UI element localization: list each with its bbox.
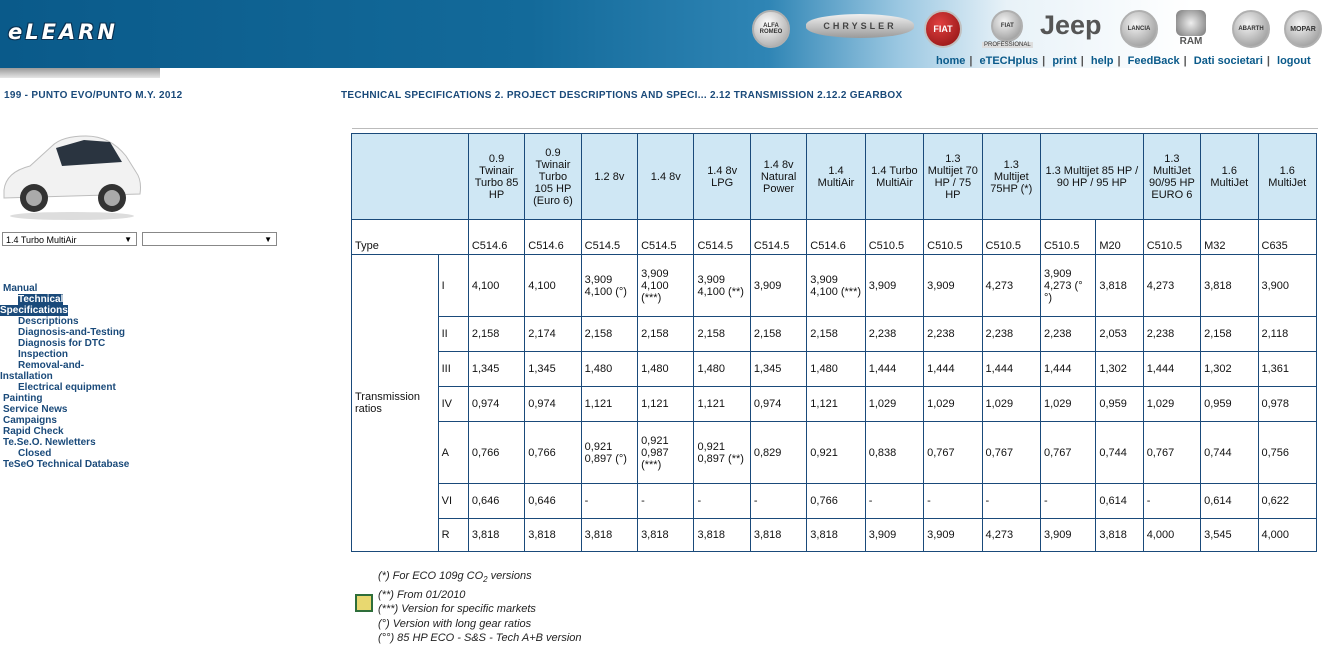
table-header-cell: 1.4 8v LPG	[694, 134, 750, 220]
mopar-logo[interactable]: MOPAR	[1284, 10, 1322, 48]
table-header-cell: 0.9 Twinair Turbo 85 HP	[468, 134, 524, 220]
table-cell: 0,974	[750, 387, 806, 422]
table-cell: 2,158	[581, 317, 637, 352]
menu-teseo-newsletters[interactable]: Te.Se.O. Newletters	[3, 437, 96, 448]
table-cell: C635	[1258, 220, 1317, 255]
table-cell: 2,158	[468, 317, 524, 352]
table-row	[352, 255, 1317, 317]
menu-diagnosis-testing[interactable]: Diagnosis-and-Testing	[18, 327, 126, 338]
table-cell: 0,756	[1258, 422, 1317, 484]
menu-campaigns[interactable]: Campaigns	[3, 415, 57, 426]
table-cell: 2,158	[807, 317, 865, 352]
gear-label: I	[438, 255, 468, 317]
chevron-down-icon: ▼	[264, 235, 272, 244]
table-cell: 0,614	[1201, 484, 1258, 519]
table-cell: 1,444	[982, 352, 1040, 387]
table-cell: 1,029	[1040, 387, 1095, 422]
table-cell: M20	[1096, 220, 1143, 255]
table-header-cell: 1.4 Turbo MultiAir	[865, 134, 923, 220]
table-cell: 1,029	[1143, 387, 1200, 422]
table-cell: 3,909 4,100 (***)	[807, 255, 865, 317]
table-cell: 0,921 0,987 (***)	[638, 422, 694, 484]
header	[0, 0, 1325, 68]
table-cell: 2,158	[694, 317, 750, 352]
menu-teseo-database[interactable]: TeSeO Technical Database	[3, 459, 130, 470]
alfa-romeo-logo[interactable]: ALFA ROMEO	[752, 10, 790, 48]
table-row	[352, 317, 1317, 352]
menu-rapid-check[interactable]: Rapid Check	[3, 426, 64, 437]
footnote: (**) From 01/2010	[378, 588, 466, 601]
table-cell: 3,909 4,100 (°)	[581, 255, 637, 317]
table-cell: 1,029	[924, 387, 982, 422]
table-cell: -	[865, 484, 923, 519]
table-cell: 3,818	[468, 519, 524, 552]
table-cell: 3,818	[638, 519, 694, 552]
table-cell: 2,238	[982, 317, 1040, 352]
table-cell: 0,622	[1258, 484, 1317, 519]
table-cell: -	[750, 484, 806, 519]
table-cell: 2,174	[525, 317, 581, 352]
table-row	[352, 519, 1317, 552]
table-cell: 0,614	[1096, 484, 1143, 519]
menu-painting[interactable]: Painting	[3, 393, 43, 404]
table-cell: C510.5	[1143, 220, 1200, 255]
table-cell: 1,444	[1040, 352, 1095, 387]
gear-ratio-table	[351, 133, 1317, 552]
note-icon	[355, 594, 373, 612]
table-cell: 0,829	[750, 422, 806, 484]
table-cell: 0,767	[1143, 422, 1200, 484]
lancia-logo[interactable]: LANCIA	[1120, 10, 1158, 48]
table-cell: 3,909	[1040, 519, 1095, 552]
table-cell: 2,238	[924, 317, 982, 352]
ram-head-icon	[1176, 10, 1206, 36]
table-cell: 4,000	[1143, 519, 1200, 552]
breadcrumb: TECHNICAL SPECIFICATIONS 2. PROJECT DESCRIPTIONS AND SPECI... 2.12 TRANSMISSION 2.12.2 GEARBOX	[341, 90, 903, 101]
table-cell: 1,444	[1143, 352, 1200, 387]
table-cell: 1,302	[1096, 352, 1143, 387]
table-cell: 2,158	[750, 317, 806, 352]
chrysler-logo[interactable]: CHRYSLER	[806, 14, 914, 38]
menu-technical-specifications[interactable]: Technical	[18, 294, 64, 305]
table-cell: 3,545	[1201, 519, 1258, 552]
table-cell: 0,974	[525, 387, 581, 422]
table-cell: 0,766	[807, 484, 865, 519]
gear-label: VI	[438, 484, 468, 519]
menu-technical-specifications-cont[interactable]: Specifications	[0, 305, 68, 316]
fiat-logo[interactable]: FIAT	[924, 10, 962, 48]
menu-removal-installation-cont[interactable]: Installation	[0, 371, 53, 382]
table-cell: -	[1143, 484, 1200, 519]
table-cell: -	[638, 484, 694, 519]
table-cell: C514.5	[638, 220, 694, 255]
table-cell: 4,000	[1258, 519, 1317, 552]
table-row	[352, 484, 1317, 519]
footnote: (*) For ECO 109g $CO_2$ versions	[378, 570, 532, 585]
table-cell: 1,029	[982, 387, 1040, 422]
table-cell: C514.5	[581, 220, 637, 255]
table-cell: 1,121	[581, 387, 637, 422]
table-cell: 0,838	[865, 422, 923, 484]
table-cell: 4,273	[982, 255, 1040, 317]
fiat-professional-logo[interactable]: FIAT PROFESSIONAL	[982, 10, 1033, 48]
table-cell: 2,238	[865, 317, 923, 352]
table-cell: 3,818	[750, 519, 806, 552]
model-title: 199 - PUNTO EVO/PUNTO M.Y. 2012	[4, 90, 183, 101]
gear-label: II	[438, 317, 468, 352]
table-cell: -	[694, 484, 750, 519]
table-cell: 2,118	[1258, 317, 1317, 352]
table-cell: 1,444	[924, 352, 982, 387]
table-cell: C514.6	[468, 220, 524, 255]
table-cell: M32	[1201, 220, 1258, 255]
table-cell: 3,818	[581, 519, 637, 552]
table-cell: 4,100	[468, 255, 524, 317]
menu-closed[interactable]: Closed	[18, 448, 52, 459]
table-cell: C514.6	[525, 220, 581, 255]
table-cell: 3,909	[924, 519, 982, 552]
menu-electrical-equipment[interactable]: Electrical equipment	[18, 382, 116, 393]
table-cell: 0,767	[1040, 422, 1095, 484]
table-cell: 1,480	[694, 352, 750, 387]
gear-label: IV	[438, 387, 468, 422]
table-cell: 4,100	[525, 255, 581, 317]
engine-select[interactable]: 1.4 Turbo MultiAir ▼	[2, 232, 137, 246]
table-cell: 0,959	[1201, 387, 1258, 422]
table-cell: -	[1040, 484, 1095, 519]
table-header-cell: 1.4 8v Natural Power	[750, 134, 806, 220]
top-nav: home | eTECHplus | print | help | FeedBack | Dati societari | logout	[932, 55, 1315, 67]
table-cell: C510.5	[924, 220, 982, 255]
table-cell: C510.5	[865, 220, 923, 255]
table-cell: 3,818	[1096, 255, 1143, 317]
table-cell: C514.5	[694, 220, 750, 255]
table-type-row	[352, 220, 1317, 255]
table-cell: 0,974	[468, 387, 524, 422]
footnotes	[378, 569, 582, 646]
nav-etechplus[interactable]: eTECHplus	[979, 55, 1039, 67]
table-cell: 0,744	[1096, 422, 1143, 484]
table-header-cell: 1.3 Multijet 70 HP / 75 HP	[924, 134, 982, 220]
type-label: Type	[352, 220, 469, 255]
footnote: (***) Version for specific markets	[378, 603, 536, 616]
sidebar-menu	[0, 283, 150, 470]
table-cell: 4,273	[1143, 255, 1200, 317]
menu-inspection[interactable]: Inspection	[18, 349, 69, 360]
menu-manual[interactable]: Manual	[3, 283, 38, 294]
table-cell: 0,766	[468, 422, 524, 484]
table-cell: 3,818	[694, 519, 750, 552]
menu-service-news[interactable]: Service News	[3, 404, 68, 415]
table-cell: 0,767	[982, 422, 1040, 484]
table-cell: 0,766	[525, 422, 581, 484]
ram-logo[interactable]: RAM	[1176, 10, 1206, 47]
nav-home[interactable]: home	[936, 55, 966, 67]
table-header-cell: 1.4 8v	[638, 134, 694, 220]
table-row	[352, 422, 1317, 484]
table-cell: C514.6	[807, 220, 865, 255]
table-header-cell: 1.6 MultiJet	[1258, 134, 1317, 220]
gear-label: R	[438, 519, 468, 552]
table-cell: 1,345	[525, 352, 581, 387]
table-cell: 2,238	[1040, 317, 1095, 352]
table-cell: 3,818	[525, 519, 581, 552]
app-logo[interactable]: eLEARN	[8, 20, 118, 44]
table-cell: 3,909	[865, 519, 923, 552]
table-cell: 3,909	[750, 255, 806, 317]
table-header-cell: 1.6 MultiJet	[1201, 134, 1258, 220]
table-cell: 2,053	[1096, 317, 1143, 352]
car-image	[0, 128, 142, 222]
table-cell: 0,978	[1258, 387, 1317, 422]
table-cell: 1,480	[638, 352, 694, 387]
table-cell: 2,158	[1201, 317, 1258, 352]
divider	[352, 128, 1318, 129]
table-cell: 3,818	[1096, 519, 1143, 552]
nav-print[interactable]: print	[1052, 55, 1077, 67]
table-cell: 1,121	[694, 387, 750, 422]
table-cell: 3,909	[924, 255, 982, 317]
table-cell: 0,959	[1096, 387, 1143, 422]
nav-help[interactable]: help	[1090, 55, 1114, 67]
table-cell: -	[924, 484, 982, 519]
gear-label: III	[438, 352, 468, 387]
table-header-cell: 0.9 Twinair Turbo 105 HP (Euro 6)	[525, 134, 581, 220]
gear-label: A	[438, 422, 468, 484]
table-cell: 1,480	[807, 352, 865, 387]
jeep-logo[interactable]: Jeep	[1040, 10, 1102, 40]
table-row	[352, 387, 1317, 422]
nav-feedback[interactable]: FeedBack	[1127, 55, 1180, 67]
table-cell: 2,238	[1143, 317, 1200, 352]
table-cell: 3,909 4,100 (**)	[694, 255, 750, 317]
table-cell: 1,121	[638, 387, 694, 422]
table-cell: C510.5	[982, 220, 1040, 255]
table-cell: 1,029	[865, 387, 923, 422]
table-cell: C514.5	[750, 220, 806, 255]
table-cell: 3,909 4,100 (***)	[638, 255, 694, 317]
table-cell: 3,818	[1201, 255, 1258, 317]
table-cell: 1,444	[865, 352, 923, 387]
nav-logout[interactable]: logout	[1277, 55, 1311, 67]
table-cell: 3,909 4,273 (° °)	[1040, 255, 1095, 317]
menu-descriptions[interactable]: Descriptions	[18, 316, 79, 327]
table-cell: 2,158	[638, 317, 694, 352]
footnote: (°) Version with long gear ratios	[378, 617, 532, 630]
abarth-logo[interactable]: ABARTH	[1232, 10, 1270, 48]
chevron-down-icon: ▼	[124, 235, 132, 244]
table-cell: 0,921	[807, 422, 865, 484]
table-cell: 1,361	[1258, 352, 1317, 387]
table-row	[352, 352, 1317, 387]
table-cell: 0,921 0,897 (**)	[694, 422, 750, 484]
footnote: (°°) 85 HP ECO - S&S - Tech A+B version	[378, 632, 582, 645]
ratio-rows	[352, 255, 1317, 552]
nav-dati-societari[interactable]: Dati societari	[1193, 55, 1263, 67]
table-header-cell: 1.4 MultiAir	[807, 134, 865, 220]
table-cell: 0,921 0,897 (°)	[581, 422, 637, 484]
secondary-select[interactable]	[142, 232, 277, 246]
table-cell: -	[581, 484, 637, 519]
table-cell: 1,345	[468, 352, 524, 387]
table-cell: 4,273	[982, 519, 1040, 552]
table-cell: -	[982, 484, 1040, 519]
menu-removal-installation[interactable]: Removal-and-	[18, 360, 85, 371]
table-cell: 1,345	[750, 352, 806, 387]
table-cell: 0,646	[525, 484, 581, 519]
table-cell: 1,480	[581, 352, 637, 387]
table-header-cell: 1.3 Multijet 75HP (*)	[982, 134, 1040, 220]
menu-diagnosis-dtc[interactable]: Diagnosis for DTC	[18, 338, 106, 349]
header-shadow-strip	[0, 68, 160, 78]
table-cell: 3,818	[807, 519, 865, 552]
table-header-cell: 1.3 Multijet 85 HP / 90 HP / 95 HP	[1040, 134, 1143, 220]
table-cell: C510.5	[1040, 220, 1095, 255]
table-cell: 1,121	[807, 387, 865, 422]
table-cell: 0,646	[468, 484, 524, 519]
transmission-ratios-label: Transmission ratios	[352, 255, 439, 552]
table-cell: 0,767	[924, 422, 982, 484]
table-cell: 3,909	[865, 255, 923, 317]
table-cell: 3,900	[1258, 255, 1317, 317]
table-header-row	[352, 134, 1317, 220]
table-cell: 1,302	[1201, 352, 1258, 387]
table-corner-cell	[352, 134, 469, 220]
table-cell: 0,744	[1201, 422, 1258, 484]
table-header-cell: 1.2 8v	[581, 134, 637, 220]
table-header-cell: 1.3 MultiJet 90/95 HP EURO 6	[1143, 134, 1200, 220]
